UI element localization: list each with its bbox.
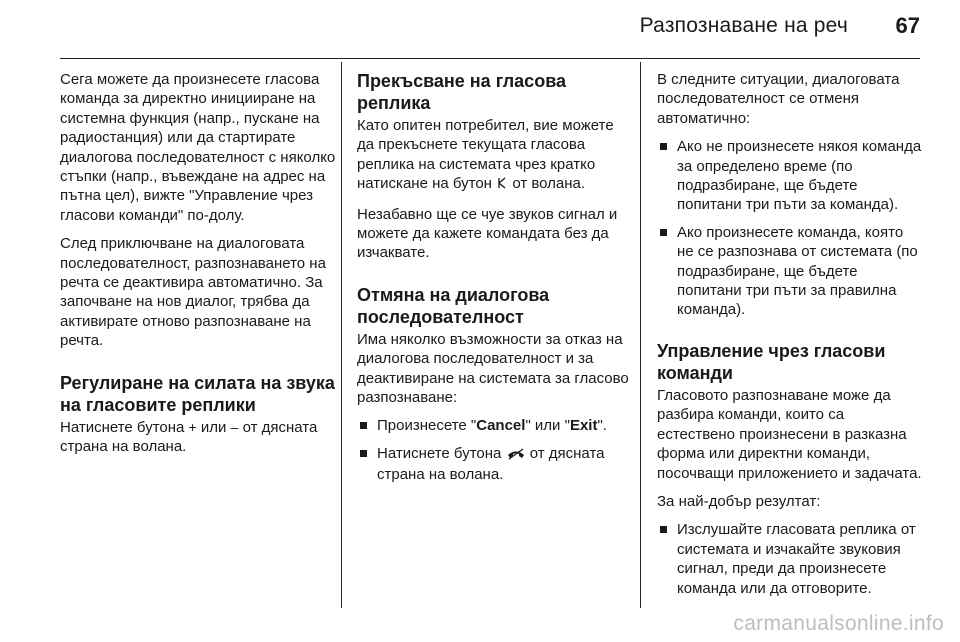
column-divider-1 xyxy=(341,62,342,608)
volume-text-after: от дясната страна на волана. xyxy=(60,418,318,456)
volume-heading: Регулиране на силата на звука на гласовите реплики xyxy=(60,372,335,415)
cancel-command: Cancel xyxy=(476,417,526,435)
voice-control-heading: Управление чрез гласови команди xyxy=(657,340,886,383)
list-item: Произнесете "Cancel" или "Exit". xyxy=(357,416,633,435)
interrupt-text-after: от волана. xyxy=(512,175,586,193)
list-item: Ако не произнесете някоя команда за определено време (по подразбиране, ще бъдете попитани три пъти за команда). xyxy=(657,137,923,215)
column-left xyxy=(60,70,336,466)
plus-icon: + xyxy=(188,418,197,435)
list-item: Изслушайте гласовата реплика от системата и изчакайте звуковия сигнал, преди да произнесете команда или да отговорите. xyxy=(657,520,923,598)
intro-paragraph: Сега можете да произнесете гласова команда за директно иницииране на системна функция (напр., пускане на радиостанция) или да стартирате диалогова последователност с няколко стъпки (напр., въвеждане на адрес на пътна цел), вижте "Управление чрез гласови команди" по-долу. xyxy=(60,71,336,224)
column-middle xyxy=(357,70,633,493)
volume-paragraph xyxy=(60,418,336,457)
auto-cancel-list xyxy=(657,137,923,320)
interrupt-paragraph xyxy=(357,116,633,196)
end-call-icon xyxy=(506,446,526,465)
voice-control-paragraph: Гласовото разпознаване може да разбира команди, които са естествено произнесени в разказна форма или директни команди, посочващи приложението и задачата. xyxy=(657,386,922,482)
dialog-end-paragraph: След приключване на диалоговата последователност, разпознаването на речта се деактивира автоматично. За започване на нов диалог, трябва да активирате отново разпознаване на речта. xyxy=(60,235,326,350)
exit-command: Exit xyxy=(569,417,598,435)
cancel-paragraph: Има няколко възможности за отказ на диалогова последователност и за деактивиране на системата за гласово разпознаване: xyxy=(357,330,629,407)
auto-cancel-paragraph: В следните ситуации, диалоговата последователност се отменя автоматично: xyxy=(657,71,900,127)
header-divider xyxy=(60,58,920,59)
beep-paragraph: Незабавно ще се чуе звуков сигнал и можете да кажете командата без да изчаквате. xyxy=(357,205,618,262)
best-result-paragraph: За най-добър резултат: xyxy=(657,492,821,510)
cancel-options-list xyxy=(357,416,633,484)
cancel-heading: Отмяна на диалогова последователност xyxy=(357,284,550,327)
voice-button-icon xyxy=(496,176,508,195)
interrupt-text-before: Като опитен потребител, вие можете да прекъснете текущата гласова реплика на системата чрез кратко натискане на бутон xyxy=(357,117,614,193)
list-item: Ако произнесете команда, която не се разпознава от системата (по подразбиране, ще бъдете попитани три пъти за правилна команда). xyxy=(657,223,923,320)
page-header-title: Разпознаване на реч xyxy=(639,14,848,37)
column-divider-2 xyxy=(640,62,641,608)
interrupt-heading: Прекъсване на гласова реплика xyxy=(357,71,567,113)
column-right xyxy=(657,70,923,606)
tips-list xyxy=(657,520,923,598)
list-item: Натиснете бутона от дясната страна на волана. xyxy=(357,444,633,485)
minus-icon: – xyxy=(230,418,239,435)
watermark: carmanualsonline.info xyxy=(733,612,944,635)
volume-text-before: Натиснете бутона xyxy=(60,418,185,436)
page-number: 67 xyxy=(895,13,920,38)
volume-text-or: или xyxy=(200,418,227,436)
